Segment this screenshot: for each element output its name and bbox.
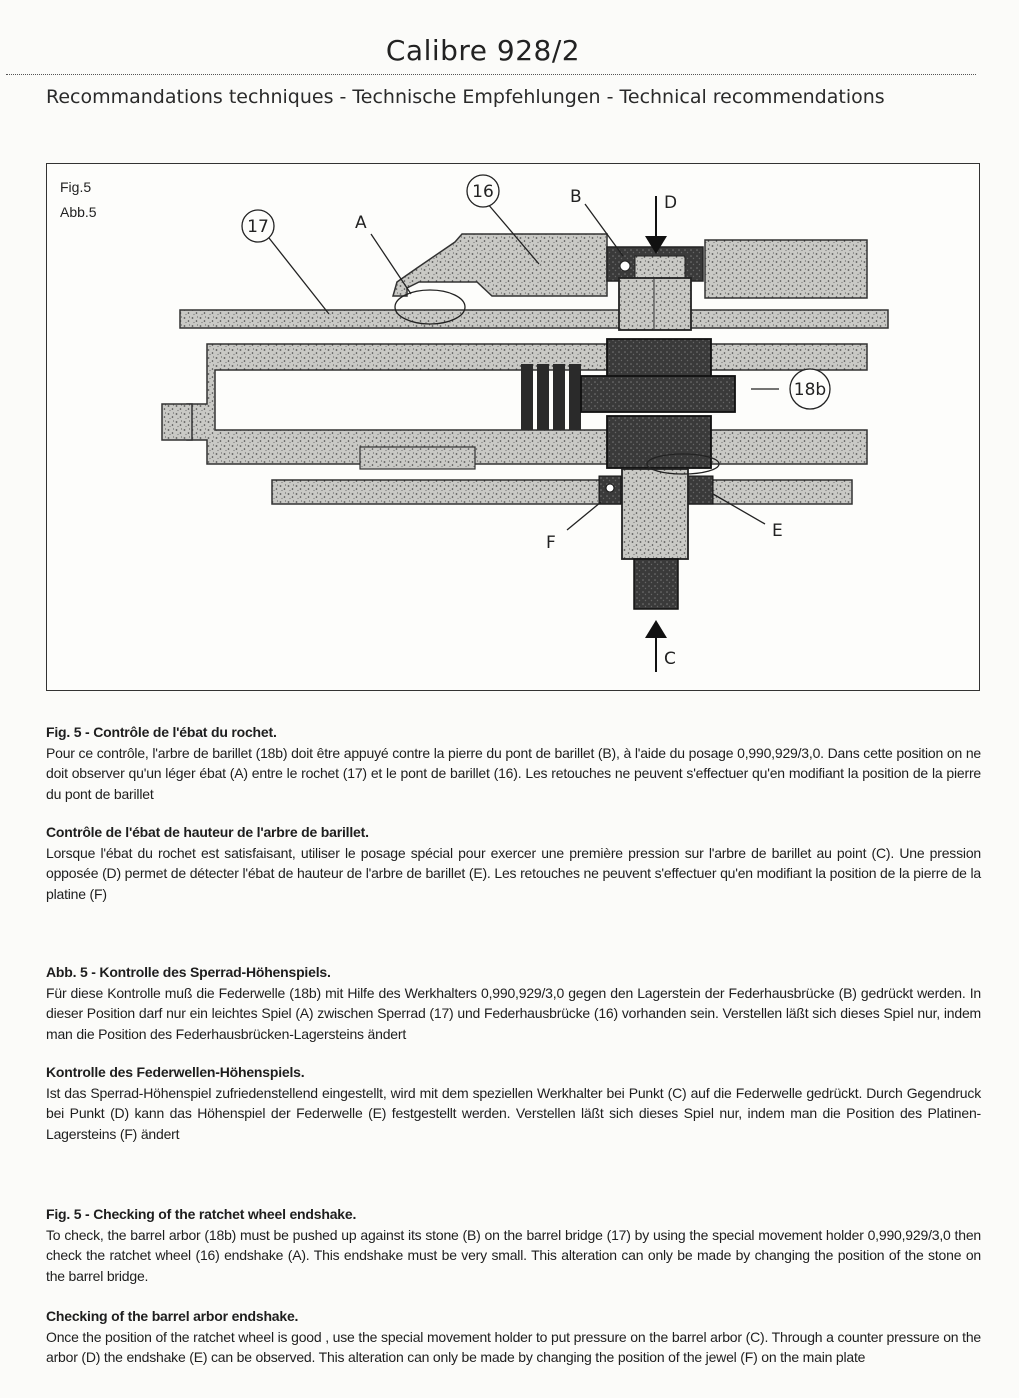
section-body: Once the position of the ratchet wheel is good , use the special movement holder to put pressure on the barrel arbor (C). Through a counter pressure on the arbor (D) the endshake (E) can be observed. This alteration can only be made by changing the position of the jewel (F) on the main plate <box>46 1328 981 1365</box>
abb-label: Abb.5 <box>60 204 97 220</box>
mainspring-coils <box>521 364 581 430</box>
section-fr-ratchet <box>46 722 981 804</box>
main-plate-part <box>272 480 852 504</box>
barrel-cross-section-diagram <box>47 164 979 690</box>
section-fr-arbor <box>46 822 981 904</box>
label-d: D <box>664 193 678 213</box>
label-e: E <box>772 521 783 541</box>
section-body: Für diese Kontrolle muß die Federwelle (18b) mit Hilfe des Werkhalters 0,990,929/3,0 gegen den Lagerstein der Federhausbrücke (B) gedrückt werden. In dieser Position darf nur ein leichtes Spiel (A) zwischen Sperrad (17) und Federhausbrücke (16) vorhanden sein. Verstellen läßt sich dieses Spiel nur, indem man die Position des Federhausbrücken-Lagersteins ändert <box>46 984 981 1042</box>
section-heading: Checking of the barrel arbor endshake. <box>46 1308 299 1324</box>
bridge-right-part <box>705 240 867 298</box>
fig-label: Fig.5 <box>60 179 92 195</box>
callout-17: 17 <box>247 217 269 237</box>
section-heading: Contrôle de l'ébat de hauteur de l'arbre de barillet. <box>46 824 369 840</box>
section-heading: Fig. 5 - Contrôle de l'ébat du rochet. <box>46 724 277 740</box>
section-en-ratchet <box>46 1204 981 1286</box>
section-body: Lorsque l'ébat du rochet est satisfaisant, utiliser le posage spécial pour exercer une première pression sur l'arbre de barillet au point (C). Une pression opposée (D) permet de détecter l'ébat de hauteur de l'arbre de barillet (E). Les retouches ne peuvent s'effectuer qu'en modifiant la position de la pierre de la platine (F) <box>46 844 981 902</box>
label-a: A <box>355 213 367 233</box>
section-de-federwelle <box>46 1062 981 1144</box>
section-heading: Abb. 5 - Kontrolle des Sperrad-Höhenspiels. <box>46 964 331 980</box>
section-body: To check, the barrel arbor (18b) must be pushed up against its stone (B) on the barrel bridge (17) by using the special movement holder 0,990,929/3,0 then check the ratchet wheel (16) endshake (A). This endshake must be very small. This alteration can only be made by changing the position of the stone on the barrel bridge. <box>46 1226 981 1284</box>
section-de-sperrad <box>46 962 981 1044</box>
page-title: Calibre 928/2 <box>385 34 581 67</box>
callout-18b: 18b <box>793 380 827 400</box>
section-heading: Fig. 5 - Checking of the ratchet wheel endshake. <box>46 1206 357 1222</box>
ratchet-wheel-part <box>180 310 888 328</box>
page-subtitle: Recommandations techniques - Technische Empfehlungen - Technical recommendations <box>46 86 885 108</box>
section-body: Ist das Sperrad-Höhenspiel zufriedenstellend eingestellt, wird mit dem speziellen Werkhalter bei Punkt (C) auf die Federwelle gedrückt. Durch Gegendruck bei Punkt (D) kann das Höhenspiel der Federwelle (E) festgestellt werden. Verstellen läßt sich dieses Spiel nur, indem man die Position des Platinen-Lagersteins (F) ändert <box>46 1084 981 1142</box>
label-f: F <box>546 533 556 553</box>
section-heading: Kontrolle des Federwellen-Höhenspiels. <box>46 1064 305 1080</box>
label-b: B <box>570 187 582 207</box>
title-divider <box>6 74 976 75</box>
barrel-bridge-part <box>393 234 607 296</box>
section-body: Pour ce contrôle, l'arbre de barillet (18b) doit être appuyé contre la pierre du pont de barillet (B), à l'aide du posage 0,990,929/3,0. Dans cette position on ne doit observer qu'un léger ébat (A) entre le rochet (17) et le pont de barillet (16). Les retouches ne peuvent s'effectuer qu'en modifiant la position de la pierre du pont de barillet <box>46 744 981 802</box>
barrel-arbor-18b <box>581 376 735 412</box>
section-en-arbor <box>46 1306 981 1368</box>
callout-16: 16 <box>472 182 494 202</box>
figure-5 <box>46 163 980 691</box>
label-c: C <box>664 649 676 669</box>
